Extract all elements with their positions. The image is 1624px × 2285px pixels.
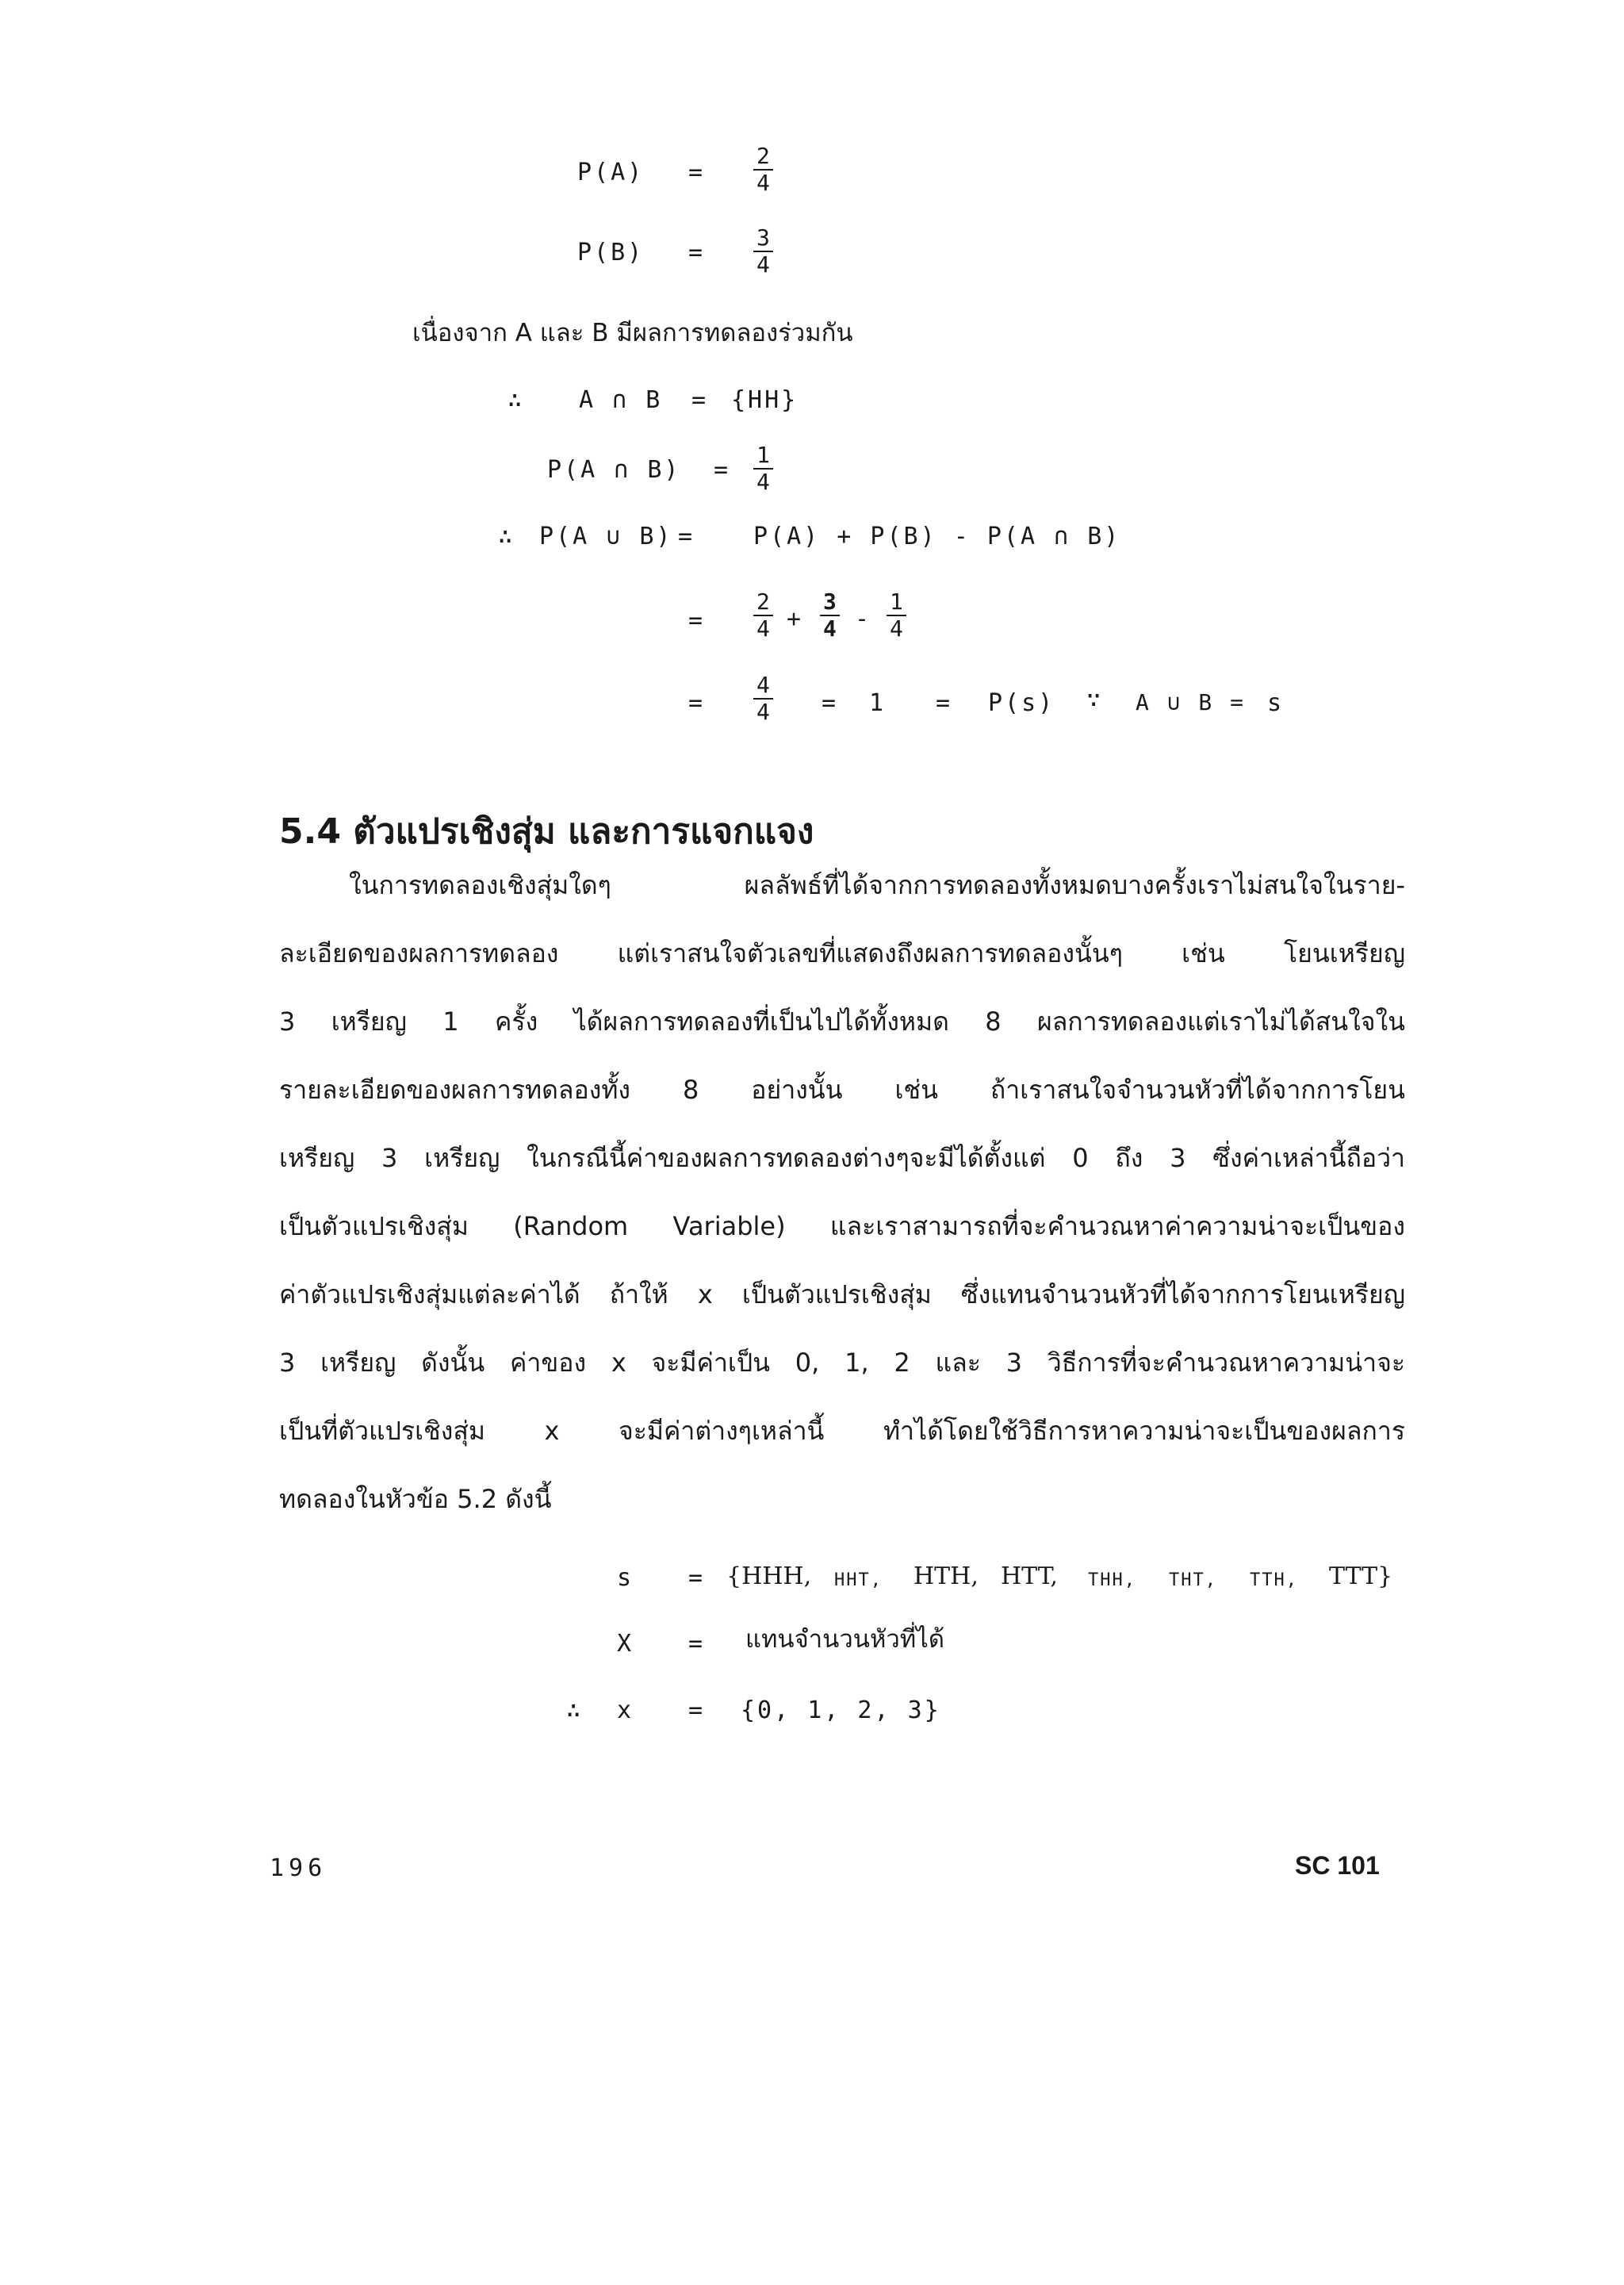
- x-def-rhs: แทนจำนวนหัวที่ได้: [745, 1625, 944, 1654]
- step2-fraction-1: [753, 591, 773, 640]
- union-rhs: P(A) + P(B) - P(A ∩ B): [753, 523, 1121, 550]
- x-values-lhs: x: [617, 1696, 634, 1724]
- paragraph-line: รายละเอียดของผลการทดลองทั้ง 8 อย่างนั้น เช่น ถ้าเราสนใจจำนวนหัวที่ได้จากการโยน: [279, 1075, 1405, 1105]
- pa-numerator: 2: [756, 143, 770, 169]
- s-outcome-htt: HTT,: [1001, 1562, 1058, 1590]
- x-def-equals: =: [688, 1630, 706, 1658]
- pa-fraction: [753, 145, 773, 194]
- p-intersection-lhs: P(A ∩ B): [547, 456, 681, 484]
- paragraph-line: เป็นที่ตัวแปรเชิงสุ่ม x จะมีค่าต่างๆเหล่านี้ ทำได้โดยใช้วิธีการหาความน่าจะเป็นของผลการ: [279, 1416, 1405, 1446]
- p-intersection-fraction: [753, 444, 773, 493]
- intersection-lhs: A ∩ B: [579, 386, 663, 414]
- union-therefore: ∴: [498, 523, 515, 550]
- step3-one: 1: [869, 689, 887, 717]
- pa-lhs: P(A): [577, 159, 645, 186]
- paragraph-line: เหรียญ 3 เหรียญ ในกรณีนี้ค่าของผลการทดลองต่างๆจะมีได้ตั้งแต่ 0 ถึง 3 ซึ่งค่าเหล่านี้ถือว่า: [279, 1143, 1405, 1173]
- pb-fraction: [753, 224, 773, 278]
- p-intersection-denominator: 4: [753, 468, 773, 493]
- paragraph-line: เป็นตัวแปรเชิงสุ่ม (Random Variable) และเราสามารถที่จะคำนวณหาค่าความน่าจะเป็นของ: [279, 1211, 1405, 1241]
- step3-s: s: [1267, 689, 1285, 717]
- step3-union-s: A ∪ B =: [1136, 689, 1247, 715]
- x-values-equals: =: [688, 1696, 706, 1724]
- paragraph-line: ค่าตัวแปรเชิงสุ่มแต่ละค่าได้ ถ้าให้ x เป็นตัวแปรเชิงสุ่ม ซึ่งแทนจำนวนหัวที่ได้จากการโยนเหรียญ: [279, 1279, 1405, 1309]
- paragraph-line: 3 เหรียญ ดังนั้น ค่าของ x จะมีค่าเป็น 0, 1, 2 และ 3 วิธีการที่จะคำนวณหาความน่าจะ: [279, 1348, 1405, 1378]
- step3-ps: P(s): [988, 689, 1055, 717]
- page-number: 196: [270, 1854, 327, 1882]
- step2-fraction-3-numerator: 1: [890, 589, 903, 615]
- s-outcome-thh: THH,: [1088, 1570, 1136, 1590]
- union-lhs: P(A ∪ B): [539, 523, 673, 550]
- pa-equals: =: [688, 159, 706, 186]
- paragraph-line: ในการทดลองเชิงสุ่มใดๆ ผลลัพธ์ที่ได้จากการทดลองทั้งหมดบางครั้งเราไม่สนใจในราย-: [349, 870, 1405, 900]
- union-equals: =: [678, 523, 695, 550]
- step2-fraction-2-denominator: 4: [820, 615, 840, 640]
- course-code: SC 101: [1295, 1851, 1380, 1880]
- section-heading: 5.4 ตัวแปรเชิงสุ่ม และการแจกแจง: [279, 811, 814, 852]
- s-outcome-hht: HHT,: [834, 1570, 883, 1590]
- step3-because: ∵: [1086, 686, 1104, 714]
- pb-numerator: 3: [756, 224, 770, 251]
- s-outcome-tth: TTH,: [1250, 1570, 1298, 1590]
- p-intersection-numerator: 1: [756, 442, 770, 468]
- paragraph-line: 3 เหรียญ 1 ครั้ง ได้ผลการทดลองที่เป็นไปได้ทั้งหมด 8 ผลการทดลองแต่เราไม่ได้สนใจใน: [279, 1006, 1405, 1037]
- x-def-lhs: X: [617, 1630, 634, 1658]
- step3-fraction: [753, 674, 773, 723]
- s-lhs: s: [617, 1564, 634, 1592]
- s-outcome-hhh: {HHH,: [726, 1562, 812, 1590]
- step2-fraction-2: [820, 591, 840, 640]
- pb-equals: =: [688, 239, 706, 266]
- s-outcome-ttt: TTT}: [1329, 1562, 1393, 1590]
- step2-fraction-3: [887, 591, 906, 640]
- paragraph-line: ละเอียดของผลการทดลอง แต่เราสนใจตัวเลขที่แสดงถึงผลการทดลองนั้นๆ เช่น โยนเหรียญ: [279, 938, 1405, 968]
- step3-numerator: 4: [756, 672, 770, 698]
- step2-fraction-1-denominator: 4: [753, 615, 773, 640]
- pa-denominator: 4: [753, 169, 773, 194]
- paragraph-last-line: ทดลองในหัวข้อ 5.2 ดังนี้: [279, 1484, 552, 1514]
- step3-equals-2: =: [822, 689, 839, 717]
- x-values-rhs: {0, 1, 2, 3}: [741, 1696, 941, 1724]
- s-equals: =: [688, 1564, 706, 1592]
- intersection-therefore: ∴: [508, 386, 525, 414]
- step2-fraction-3-denominator: 4: [887, 615, 906, 640]
- step3-denominator: 4: [753, 698, 773, 723]
- step2-plus: +: [787, 605, 804, 633]
- step3-equals: =: [688, 689, 706, 717]
- intersection-equals: =: [691, 386, 709, 414]
- step2-minus: -: [855, 605, 872, 633]
- step2-fraction-2-numerator: 3: [823, 589, 837, 615]
- step3-equals-3: =: [936, 689, 953, 717]
- intersection-rhs: {HH}: [731, 386, 799, 414]
- step2-fraction-1-numerator: 2: [756, 589, 770, 615]
- pb-denominator: 4: [753, 251, 773, 276]
- since-text: เนื่องจาก A และ B มีผลการทดลองร่วมกัน: [412, 319, 853, 347]
- x-values-therefore: ∴: [566, 1696, 584, 1724]
- s-outcome-hth: HTH,: [914, 1562, 979, 1590]
- p-intersection-equals: =: [714, 456, 731, 484]
- pb-lhs: P(B): [577, 239, 645, 266]
- s-outcome-tht: THT,: [1169, 1570, 1217, 1590]
- step2-equals: =: [688, 607, 706, 635]
